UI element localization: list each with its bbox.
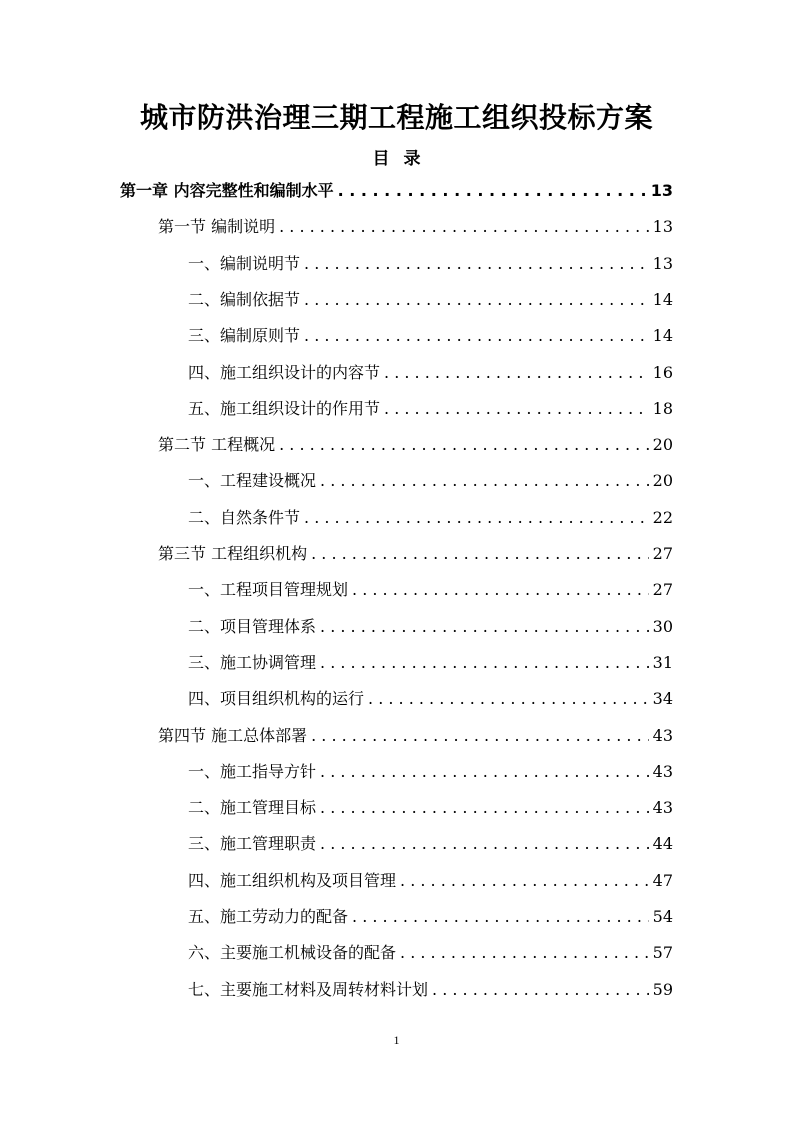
toc-entry-label: 一、编制说明节 [188, 253, 301, 273]
toc-entry-section[interactable] [158, 214, 673, 240]
toc-entry-item[interactable] [188, 977, 673, 1003]
toc-entry-label: 四、施工组织机构及项目管理 [188, 870, 397, 890]
toc-entry-item[interactable] [188, 940, 673, 966]
toc-leader-dots [279, 214, 649, 240]
toc-entry-page: 27 [652, 544, 673, 563]
document-title: 城市防洪治理三期工程施工组织投标方案 [139, 101, 653, 134]
toc-entry-item[interactable] [188, 577, 673, 603]
toc-entry-label: 五、施工劳动力的配备 [188, 907, 349, 926]
toc-leader-dots [352, 577, 649, 603]
toc-leader-dots [320, 650, 649, 676]
toc-leader-dots [320, 795, 649, 821]
toc-entry-page: 31 [652, 652, 673, 672]
toc-leader-dots [304, 323, 649, 349]
toc-leader-dots [304, 251, 649, 277]
toc-entry-page: 13 [652, 253, 673, 273]
toc-leader-dots [320, 468, 649, 494]
toc-entry-section[interactable] [158, 723, 673, 749]
toc-entry-item[interactable] [188, 831, 673, 857]
toc-leader-dots [279, 432, 649, 458]
toc-entry-page: 14 [652, 326, 673, 346]
toc-entry-item[interactable] [188, 396, 673, 422]
toc-entry-label: 第三节 工程组织机构 [158, 544, 308, 563]
toc-entry-chapter[interactable] [120, 178, 673, 204]
toc-entry-page: 43 [652, 761, 673, 781]
toc-entry-page: 20 [652, 471, 673, 491]
toc-entry-page: 30 [652, 616, 673, 636]
toc-leader-dots [320, 614, 649, 640]
toc-entry-page: 18 [652, 398, 673, 418]
toc-entry-label: 三、施工协调管理 [188, 652, 317, 672]
toc-entry-label: 四、项目组织机构的运行 [188, 689, 365, 709]
toc-entry-page: 16 [652, 362, 673, 382]
toc-leader-dots [384, 396, 649, 422]
toc-entry-label: 六、主要施工机械设备的配备 [188, 943, 397, 963]
toc-entry-page: 20 [652, 435, 673, 455]
toc-entry-item[interactable] [188, 759, 673, 785]
toc-heading-left: 目 [372, 149, 390, 169]
toc-entry-label: 一、工程建设概况 [188, 471, 317, 491]
toc-entry-item[interactable] [188, 468, 673, 494]
toc-entry-item[interactable] [188, 323, 673, 349]
toc-entry-item[interactable] [188, 251, 673, 277]
toc-entry-label: 三、编制原则节 [188, 326, 301, 346]
toc-leader-dots [304, 505, 649, 531]
toc-leader-dots [338, 178, 647, 204]
toc-entry-label: 一、施工指导方针 [188, 761, 317, 781]
toc-entry-item[interactable] [188, 650, 673, 676]
toc-entry-page: 43 [652, 725, 673, 745]
toc-entry-label: 七、主要施工材料及周转材料计划 [188, 979, 429, 999]
toc-leader-dots [304, 287, 649, 313]
toc-entry-page: 34 [652, 689, 673, 709]
toc-entry-page: 59 [652, 979, 673, 999]
toc-leader-dots [320, 831, 649, 857]
toc-entry-label: 四、施工组织设计的内容节 [188, 362, 381, 382]
toc-leader-dots [352, 904, 649, 930]
page-number: 1 [393, 1033, 400, 1047]
toc-leader-dots [400, 868, 649, 894]
toc-leader-dots [311, 541, 649, 567]
toc-entry-item[interactable] [188, 614, 673, 640]
toc-heading [0, 146, 793, 172]
toc-leader-dots [320, 759, 649, 785]
toc-entry-label: 第一节 编制说明 [158, 217, 276, 237]
toc-leader-dots [368, 686, 649, 712]
toc-entry-item[interactable] [188, 287, 673, 313]
toc-leader-dots [384, 360, 649, 386]
toc-entry-page: 14 [652, 289, 673, 309]
toc-entry-page: 22 [652, 507, 673, 527]
toc-entry-page: 13 [650, 181, 673, 200]
toc-entry-page: 47 [652, 870, 673, 890]
toc-entry-label: 二、自然条件节 [188, 507, 301, 527]
toc-entry-section[interactable] [158, 432, 673, 458]
toc-entry-label: 第二节 工程概况 [158, 435, 276, 455]
toc-entry-page: 13 [652, 217, 673, 237]
toc-entry-label: 二、编制依据节 [188, 289, 301, 309]
toc-leader-dots [432, 977, 649, 1003]
toc-entry-page: 27 [652, 580, 673, 600]
toc-leader-dots [311, 723, 649, 749]
toc-leader-dots [400, 940, 649, 966]
toc-entry-label: 三、施工管理职责 [188, 834, 317, 854]
toc-entry-label: 二、施工管理目标 [188, 798, 317, 818]
toc-entry-label: 一、工程项目管理规划 [188, 580, 349, 600]
toc-entry-item[interactable] [188, 360, 673, 386]
toc-entry-page: 54 [652, 907, 673, 926]
toc-entry-item[interactable] [188, 904, 673, 930]
toc-heading-right: 录 [403, 149, 421, 169]
toc-entry-label: 二、项目管理体系 [188, 616, 317, 636]
toc-entry-label: 第四节 施工总体部署 [158, 725, 308, 745]
toc-entry-item[interactable] [188, 868, 673, 894]
toc-entry-label: 五、施工组织设计的作用节 [188, 398, 381, 418]
toc-entry-item[interactable] [188, 686, 673, 712]
toc-entry-section[interactable] [158, 541, 673, 567]
toc-entry-label: 第一章 内容完整性和编制水平 [120, 181, 334, 200]
toc-entry-page: 57 [652, 943, 673, 963]
toc-entry-item[interactable] [188, 795, 673, 821]
toc-entry-page: 44 [652, 834, 673, 854]
toc-entry-item[interactable] [188, 505, 673, 531]
toc-entry-page: 43 [652, 798, 673, 818]
